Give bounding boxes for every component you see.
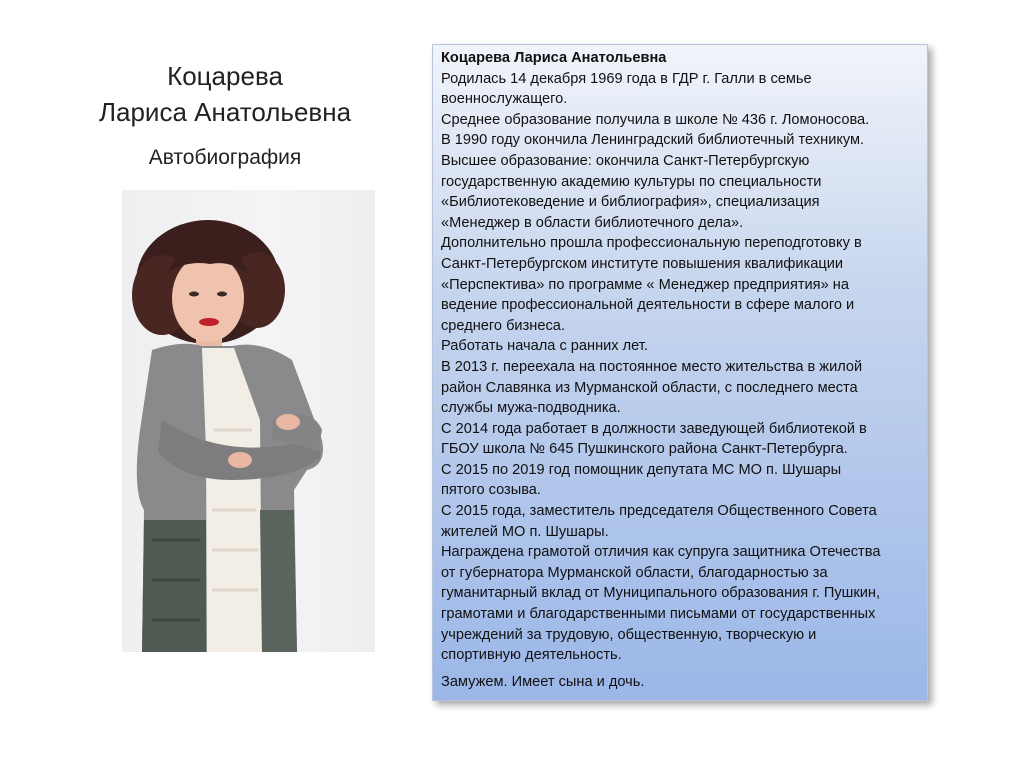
bio-line: спортивную деятельность. xyxy=(441,647,622,664)
bio-line: «Библиотековедение и библиография», специализация xyxy=(441,194,820,211)
bio-line: учреждений за трудовую, общественную, творческую и xyxy=(441,626,817,643)
bio-line: службы мужа-подводника. xyxy=(441,400,621,417)
title-given-names: Лариса Анатольевна xyxy=(98,97,352,127)
bio-line: В 1990 году окончила Ленинградский библиотечный техникум. xyxy=(441,132,865,149)
bio-line: «Перспектива» по программе « Менеджер предприятия» на xyxy=(441,276,849,293)
portrait-illustration xyxy=(122,190,375,652)
bio-line: пятого созыва. xyxy=(441,482,541,499)
bio-line: грамотами и благодарственными письмами от государственных xyxy=(441,606,876,623)
bio-line: Высшее образование: окончила Санкт-Петербургскую xyxy=(441,152,810,169)
bio-line: от губернатора Мурманской области, благодарностью за xyxy=(441,564,828,581)
bio-line: С 2015 по 2019 год помощник депутата МС МО п. Шушары xyxy=(441,461,842,478)
bio-closing-line: Замужем. Имеет сына и дочь. xyxy=(441,673,645,690)
bio-line: Среднее образование получила в школе № 436 г. Ломоносова. xyxy=(441,111,870,128)
bio-line: Награждена грамотой отличия как супруга защитника Отечества xyxy=(441,544,881,561)
slide-title xyxy=(60,58,390,130)
bio-line: район Славянка из Мурманской области, с последнего места xyxy=(441,379,858,396)
bio-line: Дополнительно прошла профессиональную переподготовку в xyxy=(441,235,862,252)
bio-line: «Менеджер в области библиотечного дела». xyxy=(441,214,744,231)
bio-line: С 2015 года, заместитель председателя Общественного Совета xyxy=(441,503,877,520)
bio-line: С 2014 года работает в должности заведующей библиотекой в xyxy=(441,420,867,437)
bio-line: Родилась 14 декабря 1969 года в ГДР г. Галли в семье xyxy=(441,70,812,87)
bio-line: гуманитарный вклад от Муниципального образования г. Пушкин, xyxy=(441,585,881,602)
bio-line: Санкт-Петербургском институте повышения квалификации xyxy=(441,255,844,272)
biography-name: Коцарева Лариса Анатольевна xyxy=(441,50,667,66)
biography-card xyxy=(432,44,928,701)
bio-line: ведение профессиональной деятельности в сфере малого и xyxy=(441,297,855,314)
bio-line: жителей МО п. Шушары. xyxy=(441,523,609,540)
bio-line: военнослужащего. xyxy=(441,91,568,108)
slide-subtitle: Автобиография xyxy=(148,146,302,169)
title-surname: Коцарева xyxy=(167,61,283,91)
bio-line: Работать начала с ранних лет. xyxy=(441,338,648,355)
bio-line: В 2013 г. переехала на постоянное место жительства в жилой xyxy=(441,358,863,375)
portrait-photo xyxy=(122,190,375,652)
bio-line: государственную академию культуры по специальности xyxy=(441,173,822,190)
bio-line: среднего бизнеса. xyxy=(441,317,565,334)
bio-line: ГБОУ школа № 645 Пушкинского района Санкт-Петербурга. xyxy=(441,441,848,458)
